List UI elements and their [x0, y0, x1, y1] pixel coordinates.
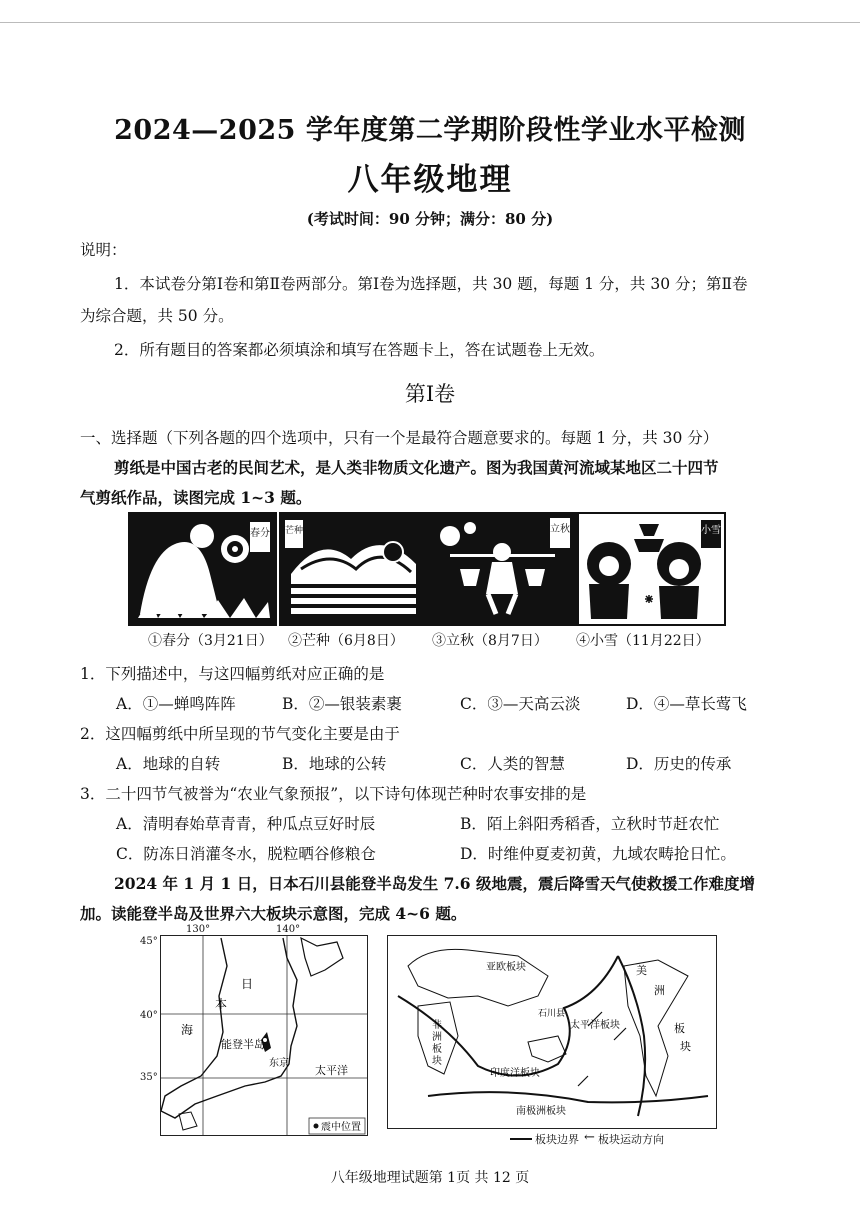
papercut-label-2: 芒种: [284, 526, 304, 536]
q1-option-d: D．④—草长莺飞: [626, 695, 747, 713]
papercut-caption-3: ③立秋（8月7日）: [432, 633, 548, 649]
exam-subject: 八年级地理: [347, 162, 513, 198]
papercut-caption-1: ①春分（3月21日）: [148, 633, 273, 649]
papercut-grain-in-ear: [279, 512, 428, 626]
q2-option-b: B．地球的公转: [282, 755, 387, 773]
page-footer: 八年级地理试题第 1页 共 12 页: [330, 1170, 530, 1186]
plates-label-africa-1: 非: [432, 1020, 442, 1031]
plates-label-ishikawa: 石川县: [538, 1009, 566, 1019]
papercut-caption-2: ②芒种（6月8日）: [288, 633, 404, 649]
exam-title: 2024—2025 学年度第二学期阶段性学业水平检测: [114, 115, 746, 146]
legend-boundary-line: [510, 1138, 532, 1140]
intro2-line1: 2024 年 1 月 1 日，日本石川县能登半岛发生 7.6 级地震，震后降雪天气使救援工作难度增: [114, 874, 755, 893]
japan-map-legend: 震中位置: [321, 1122, 361, 1133]
q3-option-b: B．陌上斜阳秀稻香，立秋时节赶农忙: [460, 815, 720, 833]
japan-map-label-hai: 海: [181, 1023, 194, 1037]
intro2-line2: 加。读能登半岛及世界六大板块示意图，完成 4~6 题。: [80, 904, 467, 923]
plates-label-indian: 印度洋板块: [490, 1068, 540, 1079]
q1-option-b: B．②—银装素裹: [282, 695, 402, 713]
q2-stem: 2．这四幅剪纸中所呈现的节气变化主要是由于: [80, 725, 400, 743]
q3-stem: 3．二十四节气被誉为“农业气象预报”，以下诗句体现芒种时农事安排的是: [80, 785, 587, 803]
papercut-label-3: 立秋: [550, 524, 570, 535]
papercut-minor-snow: [577, 512, 726, 626]
lon-label-140: 140°: [276, 924, 301, 935]
instruction-1-line1: 1．本试卷分第Ⅰ卷和第Ⅱ卷两部分。第Ⅰ卷为选择题，共 30 题，每题 1 分，共 30 分；第Ⅱ卷: [114, 275, 748, 293]
plates-label-africa-4: 块: [432, 1056, 442, 1067]
intro1-line2: 气剪纸作品，读图完成 1~3 题。: [80, 488, 312, 507]
lat-label-35: 35°: [140, 1072, 158, 1083]
plates-label-pacific: 太平洋板块: [570, 1020, 620, 1031]
q3-option-a: A．清明春始草青青，种瓜点豆好时辰: [116, 815, 376, 833]
q1-stem: 1．下列描述中，与这四幅剪纸对应正确的是: [80, 665, 385, 683]
plates-label-africa-2: 洲: [432, 1032, 442, 1043]
q2-option-a: A．地球的自转: [116, 755, 221, 773]
japan-map-label-ben: 本: [215, 997, 228, 1011]
q1-option-c: C．③—天高云淡: [460, 695, 581, 713]
q2-option-c: C．人类的智慧: [460, 755, 565, 773]
plates-label-antarctic: 南极洲板块: [516, 1106, 566, 1117]
exam-time-info: (考试时间：90 分钟；满分：80 分): [306, 210, 554, 228]
intro1-line1: 剪纸是中国古老的民间艺术，是人类非物质文化遗产。图为我国黄河流域某地区二十四节: [114, 458, 719, 477]
plates-label-america-2: 洲: [654, 984, 665, 997]
papercut-start-of-autumn: [428, 512, 577, 626]
q2-option-d: D．历史的传承: [626, 755, 732, 773]
japan-map-label-noto: 能登半岛: [221, 1038, 265, 1051]
instruction-2: 2．所有题目的答案都必须填涂和填写在答题卡上，答在试题卷上无效。: [114, 341, 605, 359]
japan-map-label-ri: 日: [241, 977, 254, 991]
papercut-label-1: 春分: [250, 528, 270, 539]
lon-label-130: 130°: [186, 924, 211, 935]
q3-option-c: C．防冻日消灌冬水，脱粒晒谷修粮仓: [116, 845, 376, 863]
legend-boundary-label: 板块边界: [535, 1133, 579, 1146]
top-rule: [0, 22, 860, 23]
section-title: 第Ⅰ卷: [404, 382, 456, 406]
plates-label-africa-3: 板: [432, 1044, 442, 1055]
legend-arrow-icon: ←: [584, 1130, 595, 1145]
papercut-caption-4: ④小雪（11月22日）: [576, 633, 710, 649]
instructions-label: 说明：: [80, 241, 127, 259]
plates-label-eurasia: 亚欧板块: [486, 962, 526, 973]
lat-label-45: 45°: [140, 936, 158, 947]
japan-map: [160, 935, 368, 1136]
japan-map-label-pacific: 太平洋: [315, 1064, 348, 1077]
papercut-spring-equinox: [128, 512, 277, 626]
plates-label-america-1: 美: [636, 964, 647, 977]
lat-label-40: 40°: [140, 1010, 158, 1021]
papercut-label-4: 小雪: [701, 525, 721, 536]
instruction-1-line2: 为综合题，共 50 分。: [80, 307, 234, 325]
japan-map-label-tokyo: 东京: [269, 1058, 289, 1069]
plates-label-plate-2: 块: [680, 1040, 691, 1053]
legend-motion-label: 板块运动方向: [598, 1133, 664, 1146]
plates-label-plate-1: 板: [674, 1022, 685, 1035]
part1-heading: 一、选择题（下列各题的四个选项中，只有一个是最符合题意要求的。每题 1 分，共 30 分）: [80, 429, 719, 447]
world-plates-map: [387, 935, 717, 1129]
q1-option-a: A．①—蝉鸣阵阵: [116, 695, 236, 713]
q3-option-d: D．时维仲夏麦初黄，九域农畴抢日忙。: [460, 845, 736, 863]
